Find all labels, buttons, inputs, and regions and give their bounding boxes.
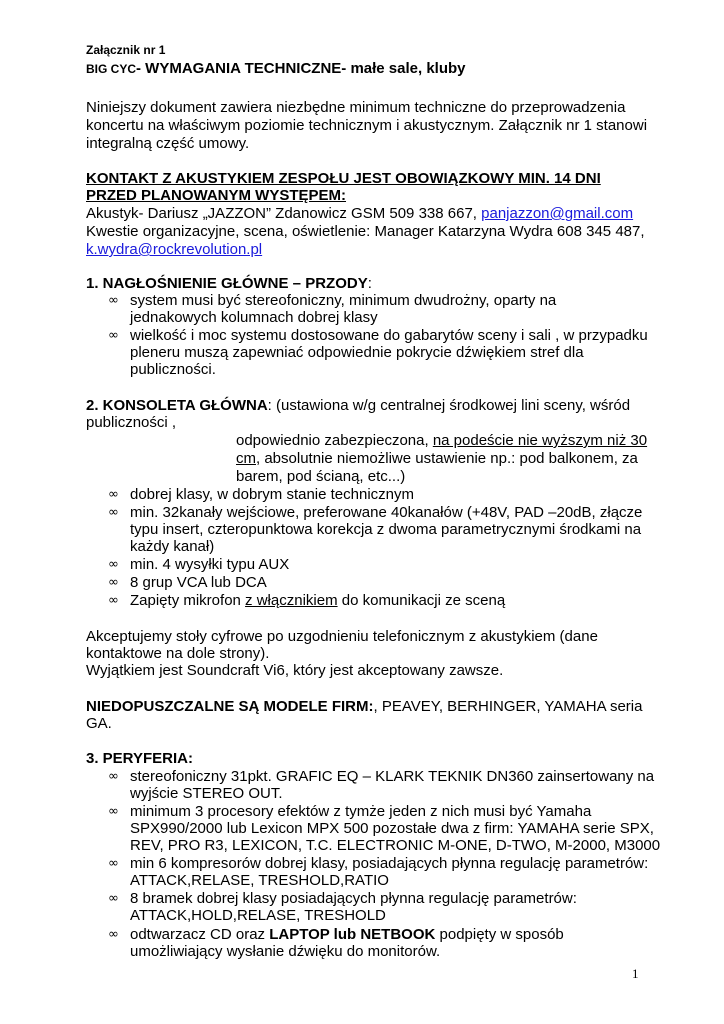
text-span: , absolutnie niemożliwe ustawienie np.: pod balkonem, za [256,450,638,467]
list-item-line: SPX990/2000 lub Lexicon MPX 500 pozostałe dwa z firm: YAMAHA serie SPX, [130,820,654,837]
acoustic-text: Akustyk- Dariusz „JAZZON” Zdanowicz GSM 509 338 667, [86,205,482,222]
section2-heading: 2. KONSOLETA GŁÓWNA [86,397,268,414]
list-item-line: system musi być stereofoniczny, minimum dwudrożny, oparty na [130,292,557,309]
intro-line: koncertu na właściwym poziomie technicznym i akustycznym. Załącznik nr 1 stanowi [86,117,648,134]
list-item-line: każdy kanał) [130,538,215,555]
indented-line [236,450,638,467]
unacceptable-line [86,698,642,715]
list-item-line: 8 grup VCA lub DCA [130,574,267,591]
contact-heading: KONTAKT Z AKUSTYKIEM ZESPOŁU JEST OBOWIĄZKOWY MIN. 14 DNI [86,170,601,187]
list-item-line: stereofoniczny 31pkt. GRAFIC EQ – KLARK TEKNIK DN360 zainsertowany na [130,768,655,785]
bullet-icon: ∞ [108,575,119,590]
attachment-label: Załącznik nr 1 [86,43,166,57]
title-text: - WYMAGANIA TECHNICZNE- małe sale, kluby [136,60,466,77]
list-item-line: wielkość i moc systemu dostosowane do gabarytów sceny i sali , w przypadku [130,327,648,344]
section3-heading: 3. PERYFERIA: [86,750,193,767]
heading-colon: : [367,275,372,292]
indented-line: barem, pod ścianą, etc...) [236,468,406,485]
section1-heading: 1. NAGŁOŚNIENIE GŁÓWNE – PRZODY [86,275,368,292]
section-heading [86,397,630,414]
contact-heading: PRZED PLANOWANYM WYSTĘPEM: [86,187,347,204]
document-title [86,60,466,78]
indented-line [236,432,647,449]
band-name: BIG CYC [86,62,137,76]
list-item-line: min. 32kanały wejściowe, preferowane 40kanałów (+48V, PAD –20dB, złącze [130,504,643,521]
list-item-line: dobrej klasy, w dobrym stanie technicznym [130,486,415,503]
text-span: do komunikacji ze sceną [337,592,506,609]
list-item-line: umożliwiający wysłanie dźwięku do monitorów. [130,943,441,960]
list-item-line: wyjście STEREO OUT. [130,785,283,802]
bullet-icon: ∞ [108,927,119,942]
text-line: kontaktowe na dole strony). [86,645,270,662]
list-item-line: min 6 kompresorów dobrej klasy, posiadających płynna regulację parametrów: [130,855,649,872]
list-item-line [130,926,564,943]
bullet-icon: ∞ [108,593,119,608]
text-line: Akceptujemy stoły cyfrowe po uzgodnieniu telefonicznym z akustykiem (dane [86,628,598,645]
bullet-icon: ∞ [108,769,119,784]
bold-text: LAPTOP lub NETBOOK [269,926,436,943]
text-span: , PEAVEY, BERHINGER, YAMAHA seria [373,698,643,715]
list-item-line: jednakowych kolumnach dobrej klasy [130,309,378,326]
text-span: odpowiednio zabezpieczona, [236,432,433,449]
bold-text: NIEDOPUSZCZALNE SĄ MODELE FIRM: [86,698,374,715]
intro-line: integralną część umowy. [86,135,250,152]
list-item-line: minimum 3 procesory efektów z tymże jeden z nich musi być Yamaha [130,803,592,820]
bullet-icon: ∞ [108,804,119,819]
list-item-line: pleneru muszą zapewniać odpowiednie pokrycie dźwiękiem stref dla [130,344,584,361]
text-span: Zapięty mikrofon [130,592,246,609]
underlined-text: cm [236,450,256,467]
bullet-icon: ∞ [108,557,119,572]
bullet-icon: ∞ [108,328,119,343]
bullet-icon: ∞ [108,293,119,308]
section2-heading-rest: : (ustawiona w/g centralnej środkowej lini sceny, wśród [267,397,631,414]
list-item-line [130,592,505,609]
underlined-text: z włącznikiem [245,592,338,609]
text-span: podpięty w sposób [435,926,564,943]
acoustic-contact [86,205,633,222]
underlined-text: na podeście nie wyższym niż 30 [432,432,648,449]
list-item-line: REV, PRO R3, LEXICON, T.C. ELECTRONIC M-ONE, D-TWO, M-2000, M3000 [130,837,661,854]
text-line: publiczności , [86,414,177,431]
list-item-line: publiczności. [130,361,216,378]
intro-line: Niniejszy dokument zawiera niezbędne minimum techniczne do przeprowadzenia [86,99,626,116]
text-line: GA. [86,715,112,732]
page-number: 1 [632,966,639,981]
list-item-line: ATTACK,RELASE, TRESHOLD,RATIO [130,872,389,889]
acoustic-email-link[interactable]: panjazzon@gmail.com [481,205,634,222]
bullet-icon: ∞ [108,891,119,906]
list-item-line: ATTACK,HOLD,RELASE, TRESHOLD [130,907,386,924]
manager-contact: Kwestie organizacyjne, scena, oświetlenie: Manager Katarzyna Wydra 608 345 487, [86,223,645,240]
manager-email-link[interactable]: k.wydra@rockrevolution.pl [86,241,263,258]
list-item-line: 8 bramek dobrej klasy posiadających płynna regulację parametrów: [130,890,577,907]
list-item-line: min. 4 wysyłki typu AUX [130,556,290,573]
bullet-icon: ∞ [108,856,119,871]
text-line: Wyjątkiem jest Soundcraft Vi6, który jest akceptowany zawsze. [86,662,504,679]
bullet-icon: ∞ [108,487,119,502]
bullet-icon: ∞ [108,505,119,520]
list-item-line: typu insert, czteropunktowa korekcja z dwoma parametrycznymi środkami na [130,521,642,538]
section-heading [86,275,372,292]
text-span: odtwarzacz CD oraz [130,926,270,943]
